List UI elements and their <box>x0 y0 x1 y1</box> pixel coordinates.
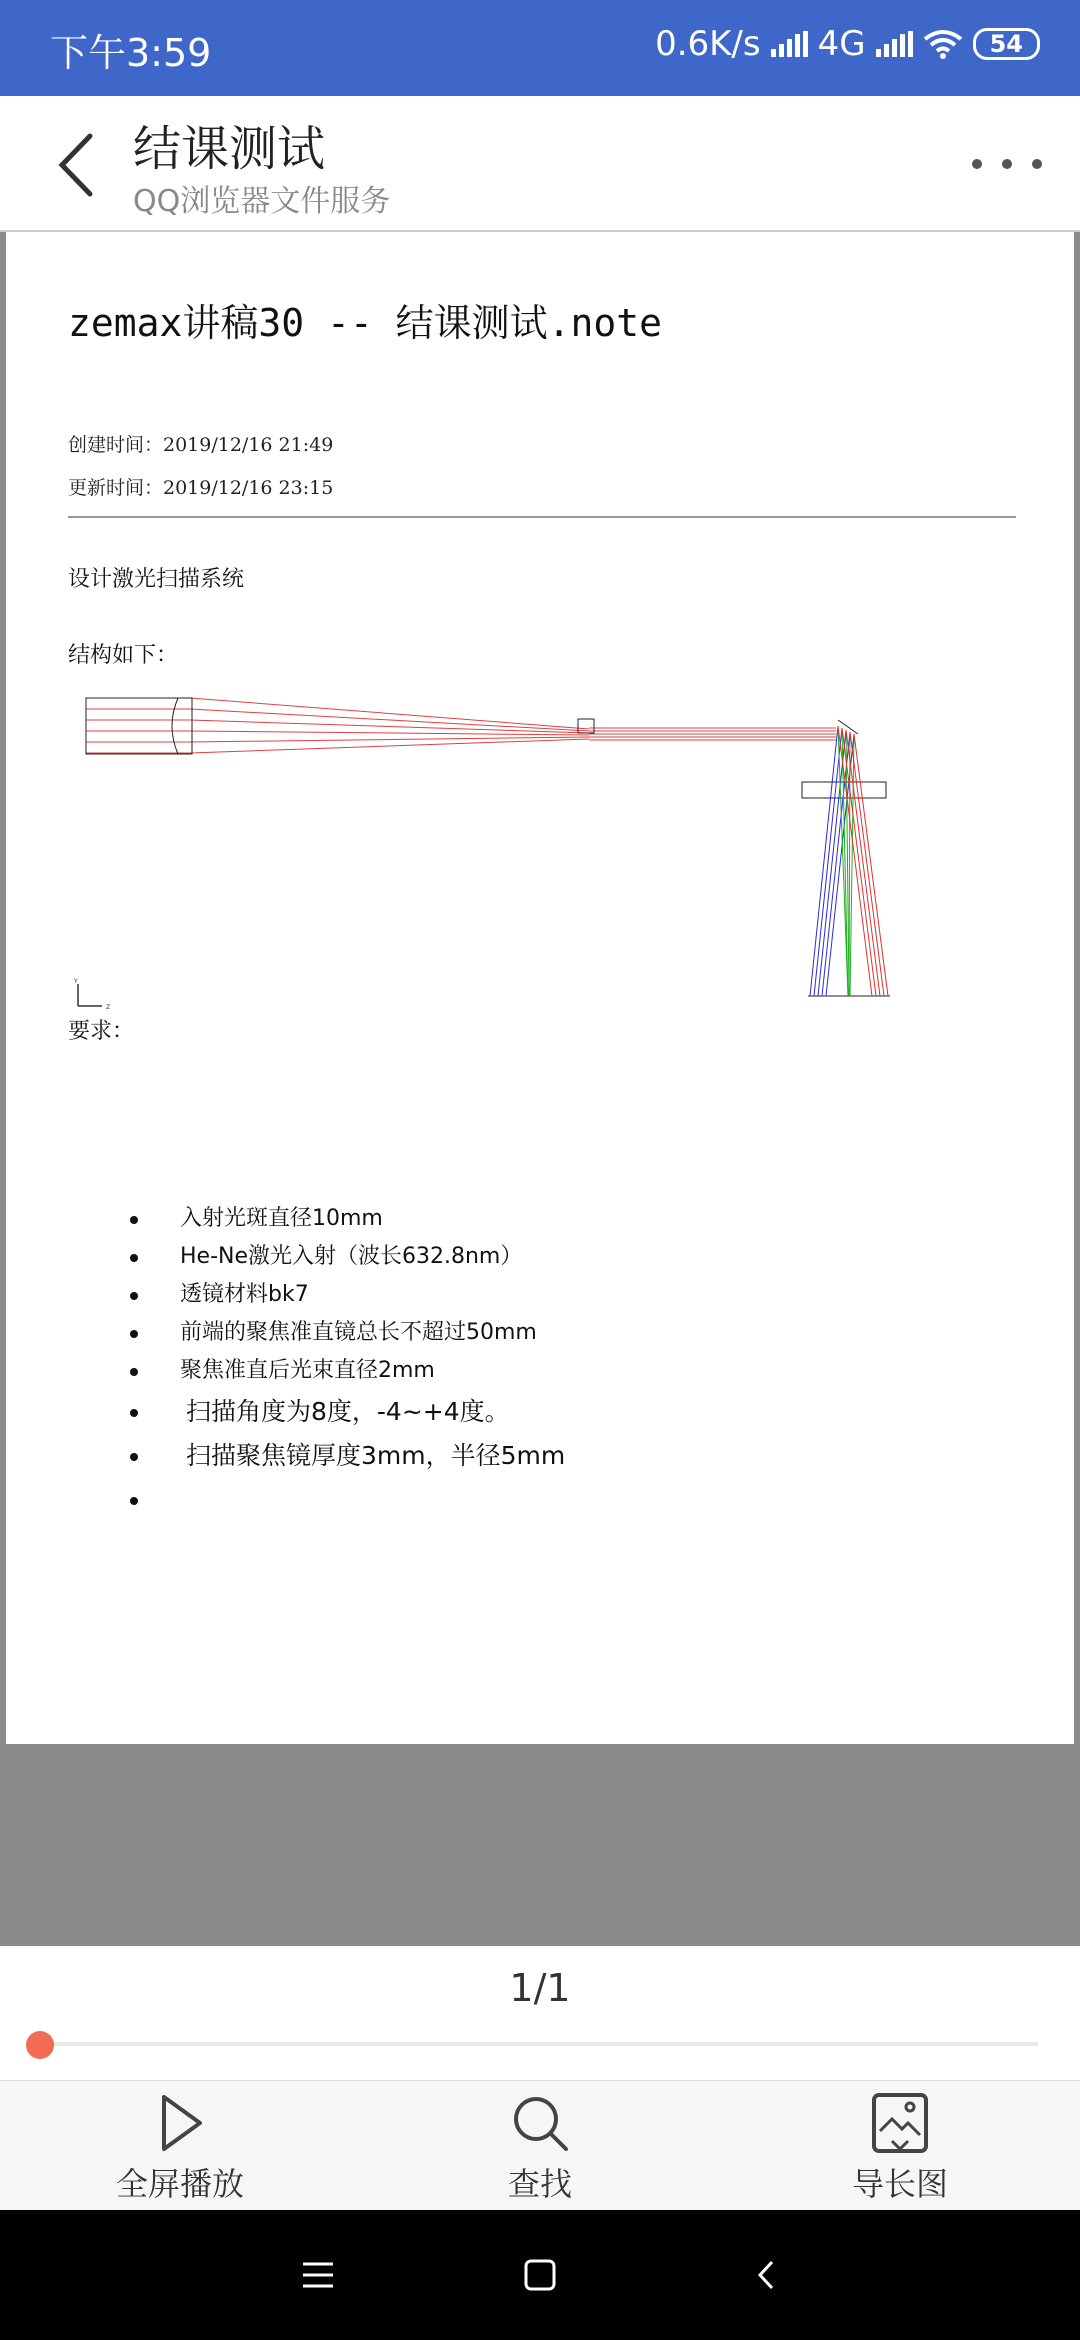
structure-label: 结构如下： <box>68 643 179 668</box>
list-item: 聚焦准直后光束直径2mm <box>130 1352 565 1390</box>
document-page <box>6 232 1074 1744</box>
find-label: 查找 <box>507 2165 572 2203</box>
long-image-label: 导长图 <box>851 2165 948 2203</box>
axis-z-label: Z <box>106 1004 111 1011</box>
page-slider-track[interactable] <box>40 2042 1038 2046</box>
axis-indicator <box>78 984 102 1006</box>
status-bar <box>0 0 1080 96</box>
search-icon <box>508 2091 572 2155</box>
list-item <box>130 1478 565 1522</box>
list-item: 透镜材料bk7 <box>130 1276 565 1314</box>
net-speed: 0.6K/s <box>655 24 761 64</box>
home-icon[interactable] <box>515 2250 565 2300</box>
export-long-image-button[interactable] <box>800 2091 1000 2205</box>
page-slider-thumb[interactable] <box>26 2031 54 2059</box>
more-menu-icon[interactable] <box>972 152 1042 176</box>
page-subtitle: QQ浏览器文件服务 <box>133 184 391 219</box>
intro-text: 设计激光扫描系统 <box>68 567 245 592</box>
requirements-list <box>130 1200 565 1522</box>
document-title: zemax讲稿30 -- 结课测试.note <box>68 301 663 345</box>
list-item: He-Ne激光入射（波长632.8nm） <box>130 1238 565 1276</box>
scan-fan-red <box>838 726 888 996</box>
wifi-icon <box>923 29 963 59</box>
entrance-beam <box>86 698 836 753</box>
list-item: 扫描聚焦镜厚度3mm，半径5mm <box>130 1434 565 1478</box>
updated-time: 更新时间：2019/12/16 23:15 <box>68 477 334 499</box>
optical-layout-diagram <box>6 232 1074 1192</box>
title-bar <box>0 96 1080 232</box>
battery-icon: 54 <box>973 28 1040 60</box>
list-item: 前端的聚焦准直镜总长不超过50mm <box>130 1314 565 1352</box>
bottom-toolbar <box>0 2080 1080 2211</box>
list-item: 入射光斑直径10mm <box>130 1200 565 1238</box>
requirements-label: 要求： <box>68 1019 135 1044</box>
fullscreen-play-label: 全屏播放 <box>115 2165 244 2203</box>
page-navigator <box>0 1946 1080 2080</box>
system-nav-bar <box>0 2210 1080 2340</box>
created-time: 创建时间：2019/12/16 21:49 <box>68 434 334 456</box>
back-icon[interactable] <box>52 130 112 200</box>
list-item: 扫描角度为8度，-4~+4度。 <box>130 1390 565 1434</box>
find-button[interactable] <box>440 2091 640 2205</box>
play-icon <box>150 2091 210 2155</box>
status-icons <box>655 24 1040 64</box>
signal-icon <box>771 31 808 57</box>
axis-y-label: Y <box>74 978 78 985</box>
back-nav-icon[interactable] <box>742 2250 792 2300</box>
page-title: 结课测试 <box>133 121 326 177</box>
signal-icon-2 <box>876 31 913 57</box>
menu-icon[interactable] <box>293 2250 343 2300</box>
network-type: 4G <box>817 24 866 64</box>
page-indicator: 1/1 <box>509 1966 571 2010</box>
fullscreen-play-button[interactable] <box>80 2091 280 2205</box>
long-image-icon <box>868 2091 932 2155</box>
status-time: 下午3:59 <box>50 31 212 75</box>
